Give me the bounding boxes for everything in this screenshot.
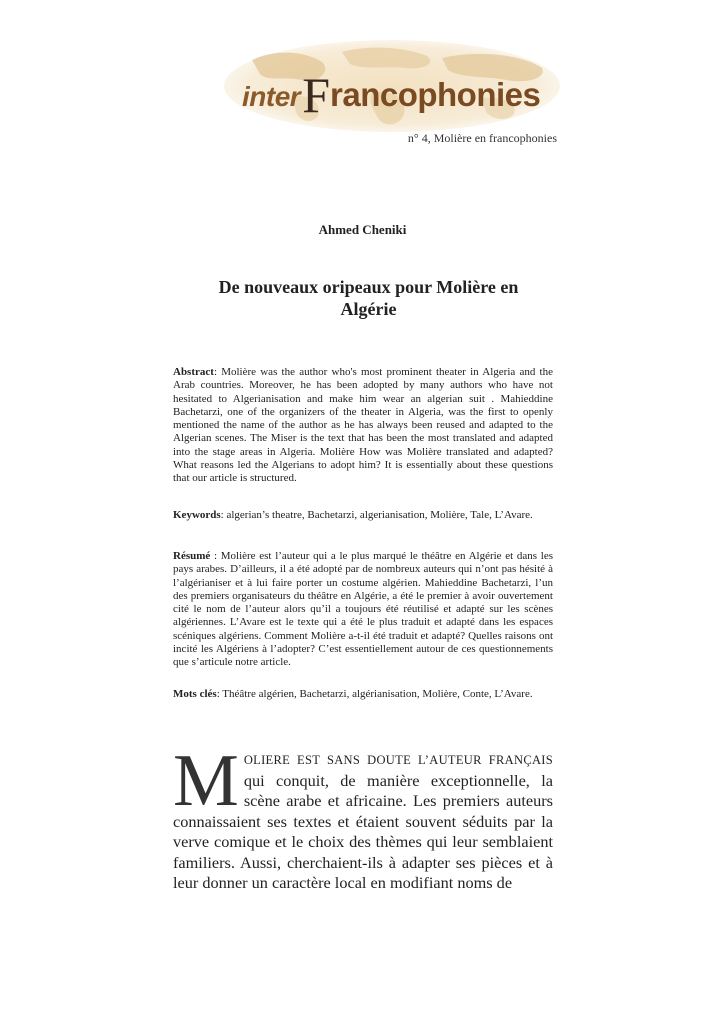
logo-rancophonies: rancophonies	[330, 76, 541, 113]
abstract-paragraph	[173, 366, 553, 486]
title-line-2: Algérie	[340, 299, 397, 319]
logo-inter: inter	[242, 81, 301, 112]
issue-label: n° 4, Molière en francophonies	[407, 131, 557, 145]
body-paragraph	[173, 740, 553, 894]
resume-label: Résumé	[173, 550, 211, 562]
resume-text: : Molière est l’auteur qui a le plus marqué le théâtre en Algérie et dans les pays arabes. D’ailleurs, il a été adopté par de nombreux auteurs qui n’ont pas hésité à l’algérianiser et à lui faire porter un costume algérien. Mahieddine Bachetarzi, l’un des premiers organisateurs du théâtre en Algérie, a été le premier à avoir ouvertement cité le nom de l’auteur alors qu’il a toujours été réutilisé et adapté sur les scènes algériennes. L’Avare est le texte qui a été le plus traduit et adapté dans les espaces scéniques algériens. Comment Molière a-t-il été traduit et adapté? Quelles raisons ont incité les Algériens à l’adopter? C’est essentiellement autour de ces questionnements que s’articule notre article.	[173, 550, 553, 669]
mots-cles-label: Mots clés	[173, 688, 217, 700]
resume-paragraph	[173, 550, 553, 670]
keywords-text: : algerian’s theatre, Bachetarzi, algerianisation, Molière, Tale, L’Avare.	[220, 509, 533, 521]
keywords-label: Keywords	[173, 509, 221, 521]
abstract-label: Abstract	[173, 366, 214, 378]
small-caps-opening: OLIERE EST SANS DOUTE L’AUTEUR FRANÇAIS	[243, 753, 553, 767]
journal-logo	[222, 40, 562, 132]
mots-cles-text: : Théâtre algérien, Bachetarzi, algérianisation, Molière, Conte, L’Avare.	[216, 688, 533, 700]
drop-cap: M	[173, 740, 239, 822]
title-line-1: De nouveaux oripeaux pour Molière en	[218, 277, 519, 297]
logo-wordmark	[242, 67, 541, 123]
mots-cles-paragraph	[173, 688, 553, 701]
keywords-paragraph	[173, 509, 553, 522]
body-text: qui conquit, de manière exceptionnelle, la scène arabe et africaine. Les premiers auteurs connaissaient ses textes et étaient souvent séduits par la verve comique et le choix des thèmes qui leur semblaient familiers. Aussi, cherchaient-ils à adapter ses pièces et à leur donner un caractère local en modifiant noms de	[173, 770, 553, 892]
article-title	[180, 276, 557, 320]
author-name: Ahmed Cheniki	[318, 222, 407, 237]
abstract-text: : Molière was the author who's most prominent theater in Algeria and the Arab countries. Moreover, he has been adopted by many authors who have not hesitated to Algerianisation and make him wear an algerian suit . Mahieddine Bachetarzi, one of the organizers of the theater in Algeria, was the first to openly mentioned the name of the author as he has always been reused and adapted to the Algerian scenes. The Miser is the text that has been the most translated and adapted into the stage areas in Algeria. Molière How was Molière translated and adapted? What reasons led the Algerians to adopt him? It is essentially about these questions that our article is structured.	[173, 366, 553, 485]
logo-capital-f: F	[302, 67, 330, 123]
